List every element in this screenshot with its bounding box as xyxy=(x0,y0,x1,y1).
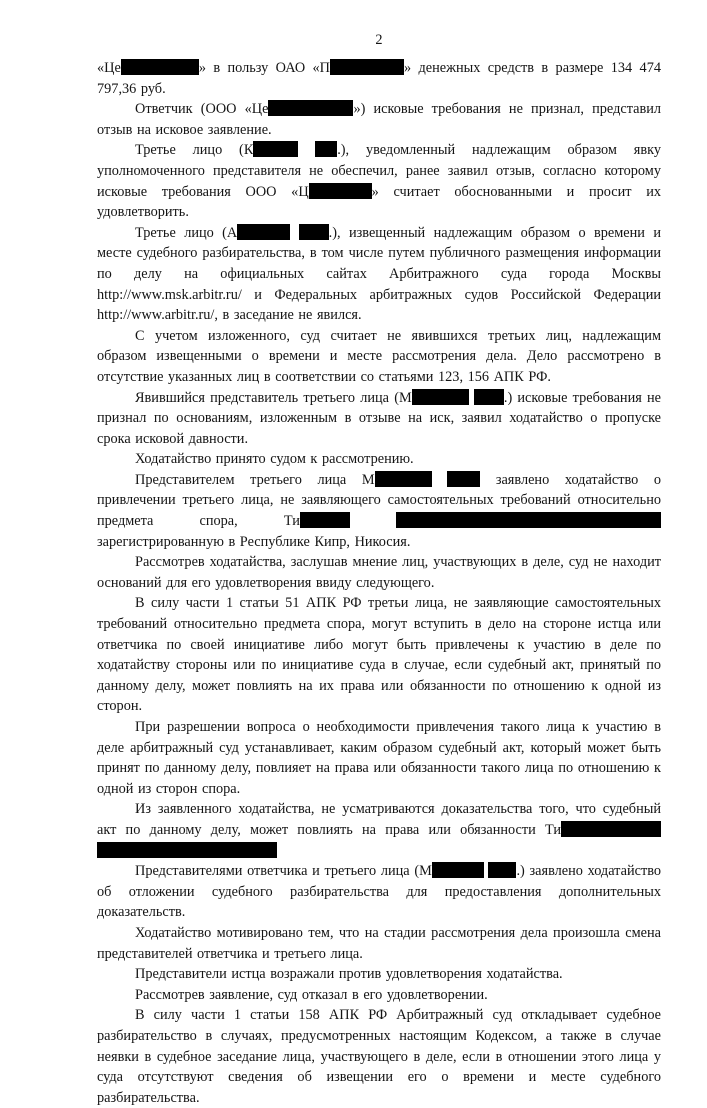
paragraph: В силу части 1 статьи 51 АПК РФ третьи лица, не заявляющие самостоятельных требований относительно предмета спора, могут вступить в дело на стороне истца или ответчика по своей инициативе либо могут быть привлечены к участию в деле по ходатайству стороны или по инициативе суда в случае, если судебный акт, принятый по данному делу, может повлиять на их права или обязанности по отношению к одной из сторон. xyxy=(97,595,661,715)
paragraph: Представителем третьего лица М заявлено ходатайство о привлечении третьего лица, не заявляющего самостоятельных требований относительно предмета спора, Ти зарегистрированную в Республике Кипр, Никосия. xyxy=(97,471,662,550)
redaction-bar xyxy=(412,389,469,405)
paragraph: Явившийся представитель третьего лица (М .) исковые требования не признал по основаниям, изложенным в отзыве на иск, заявил ходатайство о пропуске срока исковой давности. xyxy=(97,389,662,447)
redaction-bar xyxy=(375,471,432,487)
redaction-bar xyxy=(309,183,372,199)
paragraph: Третье лицо (А .), извещенный надлежащим образом о времени и месте судебного разбирательства, в том числе путем публичного размещения информации по делу на официальных сайтах Арбитражного суда города Москвы http://www.msk.arbitr.ru/ и Федеральных арбитражных судов Российской Федерации http://www.arbitr.ru/, в заседание не явился. xyxy=(97,224,662,324)
paragraph: Из заявленного ходатайства, не усматриваются доказательства того, что судебный акт по данному делу, может повлиять на права или обязанности Ти xyxy=(97,799,661,861)
paragraph: Ходатайство принято судом к рассмотрению. xyxy=(135,451,414,468)
redaction-bar xyxy=(488,862,516,878)
redaction-bar xyxy=(253,141,298,157)
paragraph: Рассмотрев ходатайства, заслушав мнение лиц, участвующих в деле, суд не находит оснований для его удовлетворения ввиду следующего. xyxy=(97,554,661,591)
redaction-bar xyxy=(299,224,329,240)
redaction-bar xyxy=(97,842,277,858)
paragraph: Ходатайство мотивировано тем, что на стадии рассмотрения дела произошла смена представителей ответчика и третьего лица. xyxy=(97,924,661,962)
redaction-bar xyxy=(268,100,353,116)
redaction-bar xyxy=(561,821,661,837)
page-number: 2 xyxy=(375,32,383,48)
paragraph: Рассмотрев заявление, суд отказал в его удовлетворении. xyxy=(135,986,488,1003)
redaction-bar xyxy=(447,471,480,487)
paragraph: Представителями ответчика и третьего лица (М .) заявлено ходатайство об отложении судебного разбирательства для предоставления дополнительных доказательств. xyxy=(97,863,661,921)
redaction-bar xyxy=(474,389,504,405)
redaction-bar xyxy=(237,224,290,240)
redaction-bar xyxy=(330,59,404,75)
paragraph: Третье лицо (К .), уведомленный надлежащим образом явку уполномоченного представителя не обеспечил, ранее заявил отзыв, согласно которому исковые требования ООО «Ц » считает обоснованными и просит их удовлетворить. xyxy=(97,142,661,221)
paragraph: При разрешении вопроса о необходимости привлечения такого лица к участию в деле арбитражный суд устанавливает, каким образом судебный акт, который может быть принят по данному делу, повлияет на права или обязанности такого лица по отношению к одной из сторон спора. xyxy=(97,719,661,797)
paragraph: Представители истца возражали против удовлетворения ходатайства. xyxy=(135,966,563,983)
redaction-bar xyxy=(300,512,350,528)
redaction-bar xyxy=(432,862,484,878)
paragraph: «Це » в пользу ОАО «П » денежных средств в размере 134 474 797,36 руб. xyxy=(97,60,662,97)
redaction-bar xyxy=(315,141,337,157)
redaction-bar xyxy=(396,512,661,528)
paragraph: В силу части 1 статьи 158 АПК РФ Арбитражный суд откладывает судебное разбирательство в случаях, предусмотренных настоящим Кодексом, а также в случае неявки в судебное заседание лица, участвующего в деле, если в отношении этого лица у суда отсутствуют сведения об извещении его о времени и месте судебного разбирательства. xyxy=(97,1007,661,1106)
redaction-bar xyxy=(121,59,199,75)
paragraph: Ответчик (ООО «Це ») исковые требования не признал, представил отзыв на исковое заявление. xyxy=(97,101,661,138)
paragraph: С учетом изложенного, суд считает не явившихся третьих лиц, надлежащим образом извещенными о времени и месте рассмотрения дела. Дело рассмотрено в отсутствие указанных лиц в соответствии со статьями 123, 156 АПК РФ. xyxy=(97,327,661,385)
document-body xyxy=(97,58,661,1108)
